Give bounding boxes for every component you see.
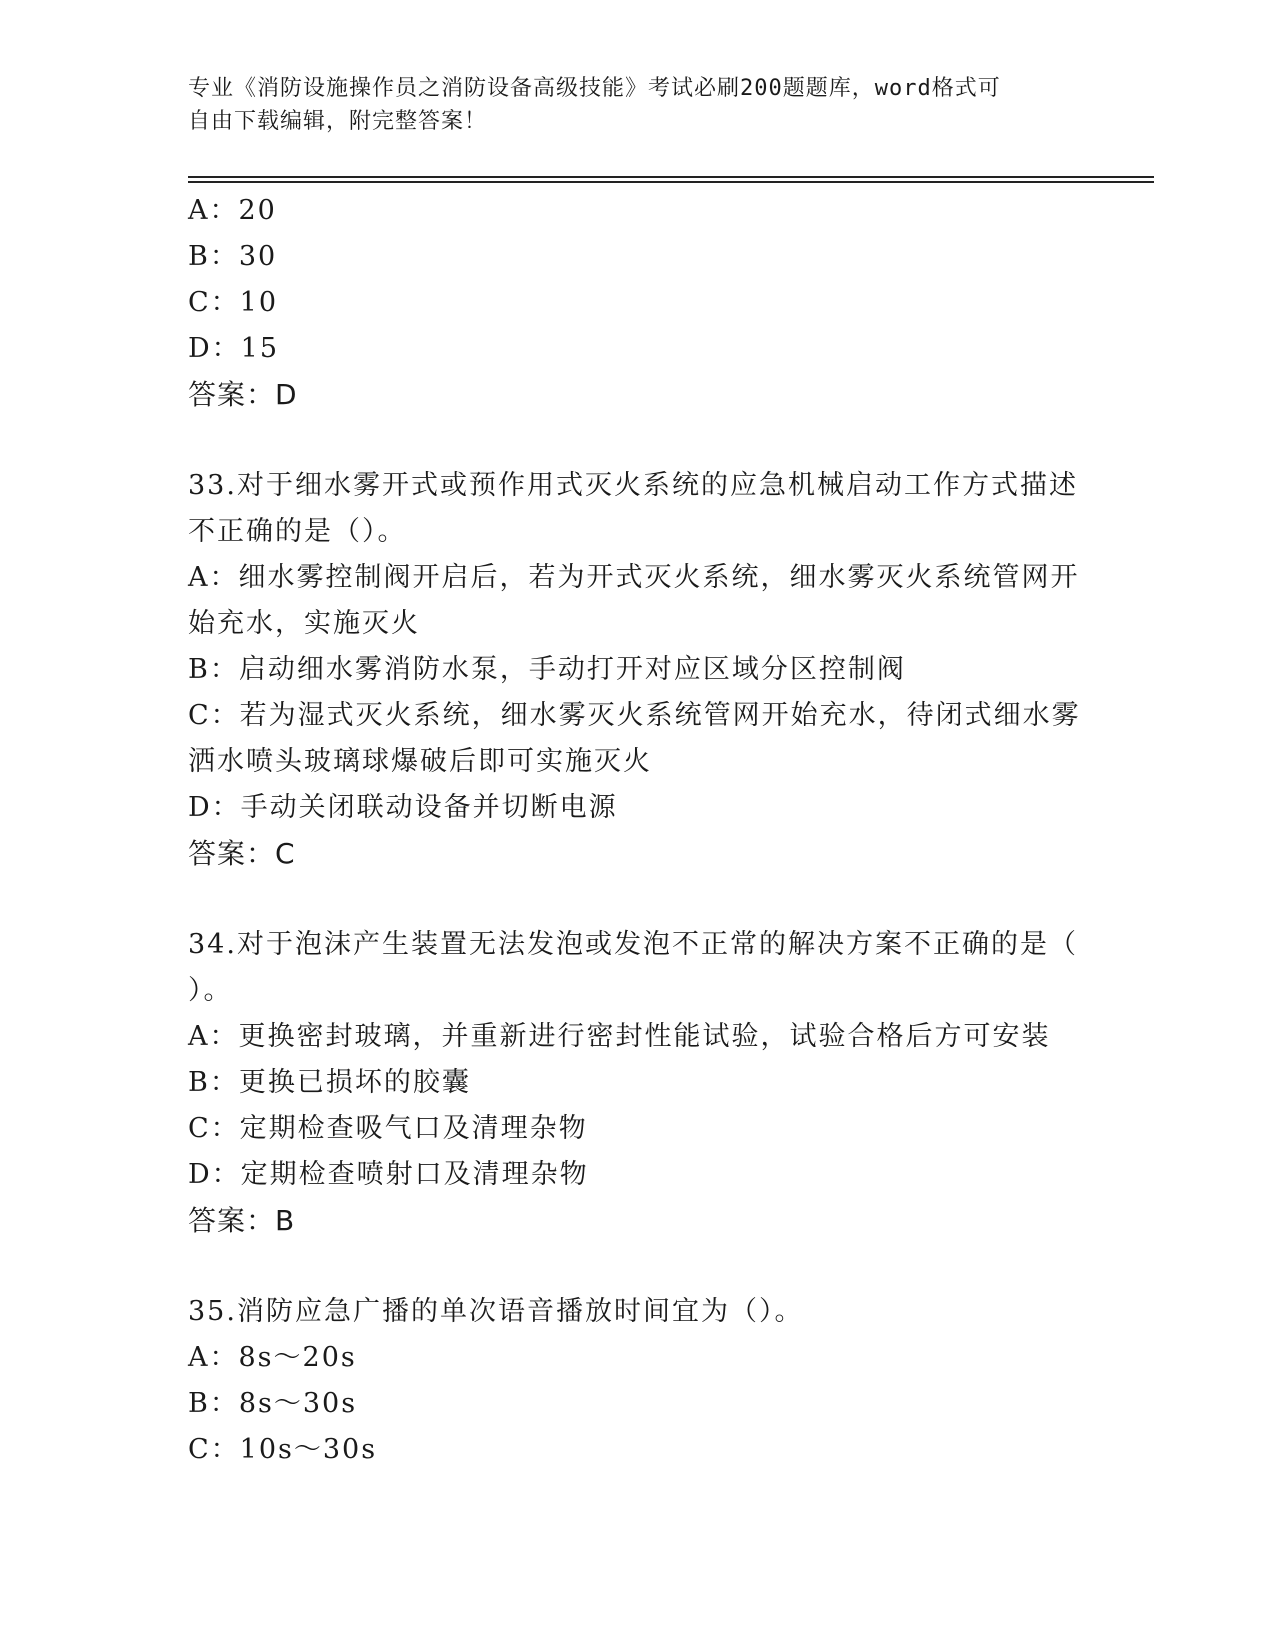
option-b: B：30: [188, 241, 278, 272]
option-a-cont: 始充水，实施灭火: [188, 608, 420, 639]
question-stem-cont: 不正确的是（）。: [188, 516, 407, 547]
header-divider-bottom: [188, 181, 1154, 183]
answer: 答案：D: [188, 378, 298, 411]
option-c-cont: 洒水喷头玻璃球爆破后即可实施灭火: [188, 746, 652, 777]
question-stem-cont: ）。: [188, 975, 233, 1006]
option-d: D：手动关闭联动设备并切断电源: [188, 792, 618, 823]
document-header: [188, 72, 1068, 138]
spacer: [188, 877, 1088, 922]
option-b: B：8s～30s: [188, 1388, 358, 1419]
question-32-continuation: [188, 188, 1088, 418]
option-c: C：定期检查吸气口及清理杂物: [188, 1113, 588, 1144]
spacer: [188, 1244, 1088, 1289]
option-a: A：8s～20s: [188, 1342, 357, 1373]
question-33: [188, 463, 1088, 877]
option-d: D：15: [188, 333, 280, 364]
answer: 答案：C: [188, 837, 296, 870]
option-a: A：更换密封玻璃，并重新进行密封性能试验，试验合格后方可安装: [188, 1021, 1051, 1052]
option-c: C：10: [188, 287, 279, 318]
header-divider-top: [188, 176, 1154, 178]
option-a: A：20: [188, 195, 277, 226]
spacer: [188, 418, 1088, 463]
header-line-2: 自由下载编辑，附完整答案！: [188, 109, 488, 134]
option-c: C：若为湿式灭火系统，细水雾灭火系统管网开始充水，待闭式细水雾: [188, 700, 1081, 731]
answer: 答案：B: [188, 1204, 296, 1237]
option-a: A：细水雾控制阀开启后，若为开式灭火系统，细水雾灭火系统管网开: [188, 562, 1080, 593]
option-b: B：更换已损坏的胶囊: [188, 1067, 471, 1098]
document-body: [188, 188, 1088, 1473]
option-d: D：定期检查喷射口及清理杂物: [188, 1159, 589, 1190]
header-line-1: 专业《消防设施操作员之消防设备高级技能》考试必刷200题题库，word格式可: [188, 76, 1001, 101]
question-34: [188, 922, 1088, 1244]
question-stem: 35.消防应急广播的单次语音播放时间宜为（）。: [188, 1296, 804, 1327]
option-b: B：启动细水雾消防水泵，手动打开对应区域分区控制阀: [188, 654, 906, 685]
question-35: [188, 1289, 1088, 1473]
option-c: C：10s～30s: [188, 1434, 378, 1465]
question-stem: 33.对于细水雾开式或预作用式灭火系统的应急机械启动工作方式描述: [188, 470, 1078, 501]
question-stem: 34.对于泡沫产生装置无法发泡或发泡不正常的解决方案不正确的是（: [188, 929, 1078, 960]
